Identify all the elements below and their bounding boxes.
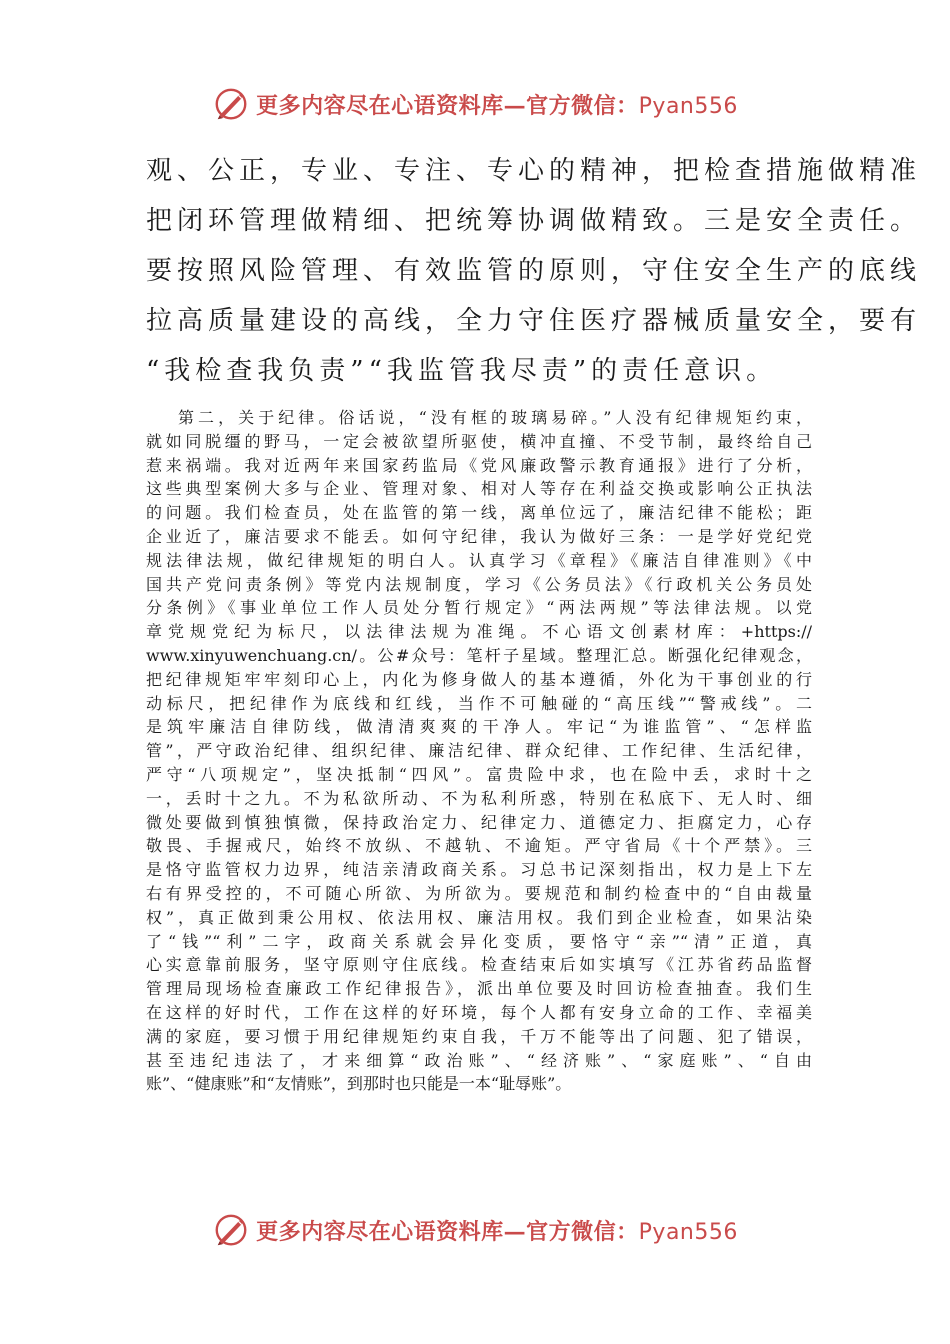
large-text-line: 观、公正，专业、专注、专心的精神，把检查措施做精准 [146, 156, 922, 186]
body-text-line: 这些典型案例大多与企业、管理对象、相对人等存在利益交换或影响公正执法 [146, 479, 812, 499]
body-text-line: 国共产党问责条例》等党内法规制度，学习《公务员法》《行政机关公务员处 [146, 574, 812, 594]
body-text-line: www.xinyuwenchuang.cn/。公#众号：笔杆子星域。整理汇总。断强化纪律观念， [146, 645, 812, 665]
body-text-line: 管理局现场检查廉政工作纪律报告》，派出单位要及时回访检查抽查。我们生 [146, 979, 812, 999]
body-text-line: 权”，真正做到秉公用权、依法用权、廉洁用权。我们到企业检查，如果沾染 [146, 907, 812, 927]
large-text-line: “我检查我负责”“我监管我尽责”的责任意识。 [146, 356, 778, 386]
body-text-line: 就如同脱缰的野马，一定会被欲望所驱使，横冲直撞、不受节制，最终给自己 [146, 431, 812, 451]
body-text-line: 心实意靠前服务，坚守原则守住底线。检查结束后如实填写《江苏省药品监督 [146, 955, 812, 975]
body-text-line: 了“钱”“利”二字，政商关系就会异化变质，要恪守“亲”“清”正道，真 [146, 931, 812, 951]
large-paragraph [146, 146, 922, 396]
body-text-line: 在这样的好时代，工作在这样的好环境，每个人都有安身立命的工作、幸福美 [146, 1002, 812, 1022]
body-text-line: 右有界受控的，不可随心所欲、为所欲为。要规范和制约检查中的“自由裁量 [146, 883, 812, 903]
body-text-line: 惹来祸端。我对近两年来国家药监局《党风廉政警示教育通报》进行了分析， [146, 455, 812, 475]
body-text-line: 微处要做到慎独慎微，保持政治定力、纪律定力、道德定力、拒腐定力，心存 [146, 812, 812, 832]
body-text-line: 的问题。我们检查员，处在监管的第一线，离单位远了，廉洁纪律不能松；距 [146, 503, 812, 523]
body-text-line: 第二，关于纪律。俗话说，“没有框的玻璃易碎。”人没有纪律规矩约束， [178, 408, 812, 427]
body-text-line: 甚至违纪违法了，才来细算“政治账”、“经济账”、“家庭账”、“自由 [146, 1050, 812, 1070]
body-paragraph [146, 406, 812, 1096]
pen-logo-icon [212, 1211, 250, 1249]
body-text-line: 严守“八项规定”，坚决抵制“四风”。富贵险中求，也在险中丢，求时十之 [146, 764, 812, 784]
body-text-line: 把纪律规矩牢牢刻印心上，内化为修身做人的基本遵循，外化为干事创业的行 [146, 669, 812, 689]
body-text-line: 是筑牢廉洁自律防线，做清清爽爽的干净人。牢记“为谁监管”、“怎样监 [146, 717, 812, 737]
body-text-line: 规法律法规，做纪律规矩的明白人。认真学习《章程》《廉洁自律准则》《中 [146, 550, 812, 570]
body-text-line: 动标尺，把纪律作为底线和红线，当作不可触碰的“高压线”“警戒线”。二 [146, 693, 812, 713]
banner-text: 更多内容尽在心语资料库—官方微信：Pyan556 [256, 1218, 738, 1245]
body-text-line: 敬畏、手握戒尺，始终不放纵、不越轨、不逾矩。严守省局《十个严禁》。三 [146, 836, 812, 856]
header-banner [0, 82, 950, 126]
body-text-line: 账”、“健康账”和“友情账”，到那时也只能是一本“耻辱账”。 [146, 1074, 572, 1094]
body-text-line: 一，丢时十之九。不为私欲所动、不为私利所惑，特别在私底下、无人时、细 [146, 788, 812, 808]
body-text-line: 满的家庭，要习惯于用纪律规矩约束自我，千万不能等出了问题、犯了错误， [146, 1026, 812, 1046]
banner-text: 更多内容尽在心语资料库—官方微信：Pyan556 [256, 92, 738, 119]
body-text-line: 分条例》《事业单位工作人员处分暂行规定》“两法两规”等法律法规。以党 [146, 598, 812, 618]
body-text-line: 管”，严守政治纪律、组织纪律、廉洁纪律、群众纪律、工作纪律、生活纪律， [146, 741, 812, 761]
footer-banner [0, 1208, 950, 1252]
body-text-line: 章党规党纪为标尺，以法律法规为准绳。不心语文创素材库：+https:// [146, 622, 812, 642]
large-text-line: 要按照风险管理、有效监管的原则，守住安全生产的底线 [146, 256, 922, 286]
body-text-line: 企业近了，廉洁要求不能丢。如何守纪律，我认为做好三条：一是学好党纪党 [146, 526, 812, 546]
large-text-line: 把闭环管理做精细、把统筹协调做精致。三是安全责任。 [146, 206, 922, 236]
large-text-line: 拉高质量建设的高线，全力守住医疗器械质量安全，要有 [146, 306, 922, 336]
body-text-line: 是恪守监管权力边界，纯洁亲清政商关系。习总书记深刻指出，权力是上下左 [146, 860, 812, 880]
pen-logo-icon [212, 85, 250, 123]
